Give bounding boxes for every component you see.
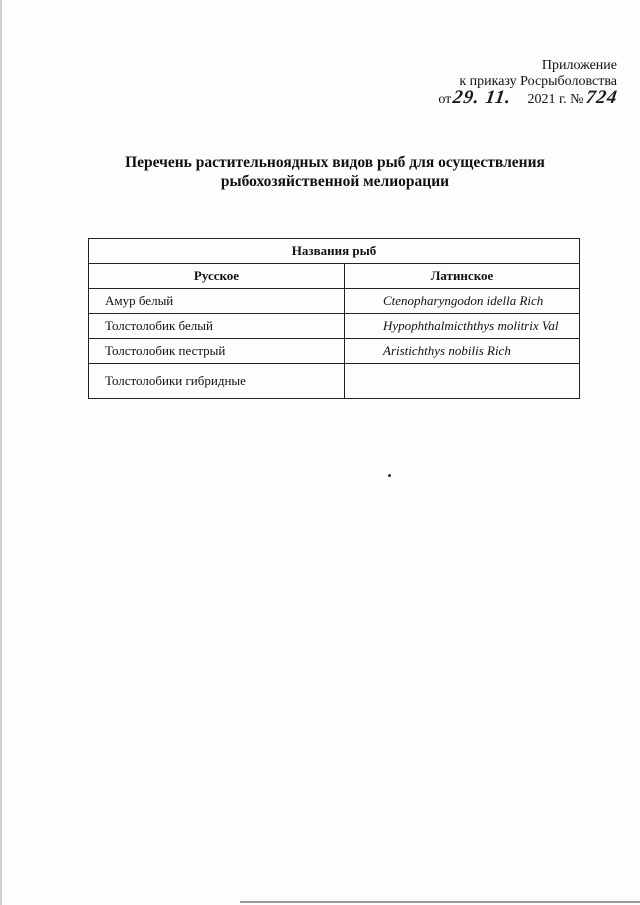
order-line: к приказу Росрыболовства <box>459 74 617 89</box>
table-row <box>89 289 580 314</box>
page-edge-bottom <box>240 901 640 903</box>
handwritten-number: 724 <box>584 87 619 108</box>
date-prefix: от <box>438 92 452 107</box>
order-date-line <box>438 87 619 108</box>
title-line-1: Перечень растительноядных видов рыб для осуществления <box>125 154 545 171</box>
scan-speck <box>388 474 391 477</box>
table-row <box>89 364 580 399</box>
cell-latin: Ctenopharyngodon idella Rich <box>345 289 580 314</box>
column-header-latin: Латинское <box>345 264 580 289</box>
fish-species-table <box>88 238 580 399</box>
table-group-header-row <box>89 239 580 264</box>
cell-russian: Амур белый <box>89 289 345 314</box>
table-row <box>89 339 580 364</box>
cell-russian: Толстолобики гибридные <box>89 364 345 399</box>
appendix-label: Приложение <box>541 58 617 73</box>
table-row <box>89 314 580 339</box>
year-text: 2021 г. № <box>527 92 584 107</box>
cell-russian: Толстолобик белый <box>89 314 345 339</box>
title-line-2: рыбохозяйственной мелиорации <box>220 173 450 190</box>
table-column-header-row <box>89 264 580 289</box>
cell-latin: Hypophthalmicththys molitrix Val <box>345 314 580 339</box>
document-title <box>90 153 580 191</box>
cell-latin <box>345 364 580 399</box>
column-header-russian: Русское <box>89 264 345 289</box>
cell-russian: Толстолобик пестрый <box>89 339 345 364</box>
page-edge-left <box>0 0 2 905</box>
appendix-header <box>438 58 617 108</box>
group-header: Названия рыб <box>89 239 580 264</box>
cell-latin: Aristichthys nobilis Rich <box>345 339 580 364</box>
handwritten-date: 29. 11. <box>451 87 514 108</box>
